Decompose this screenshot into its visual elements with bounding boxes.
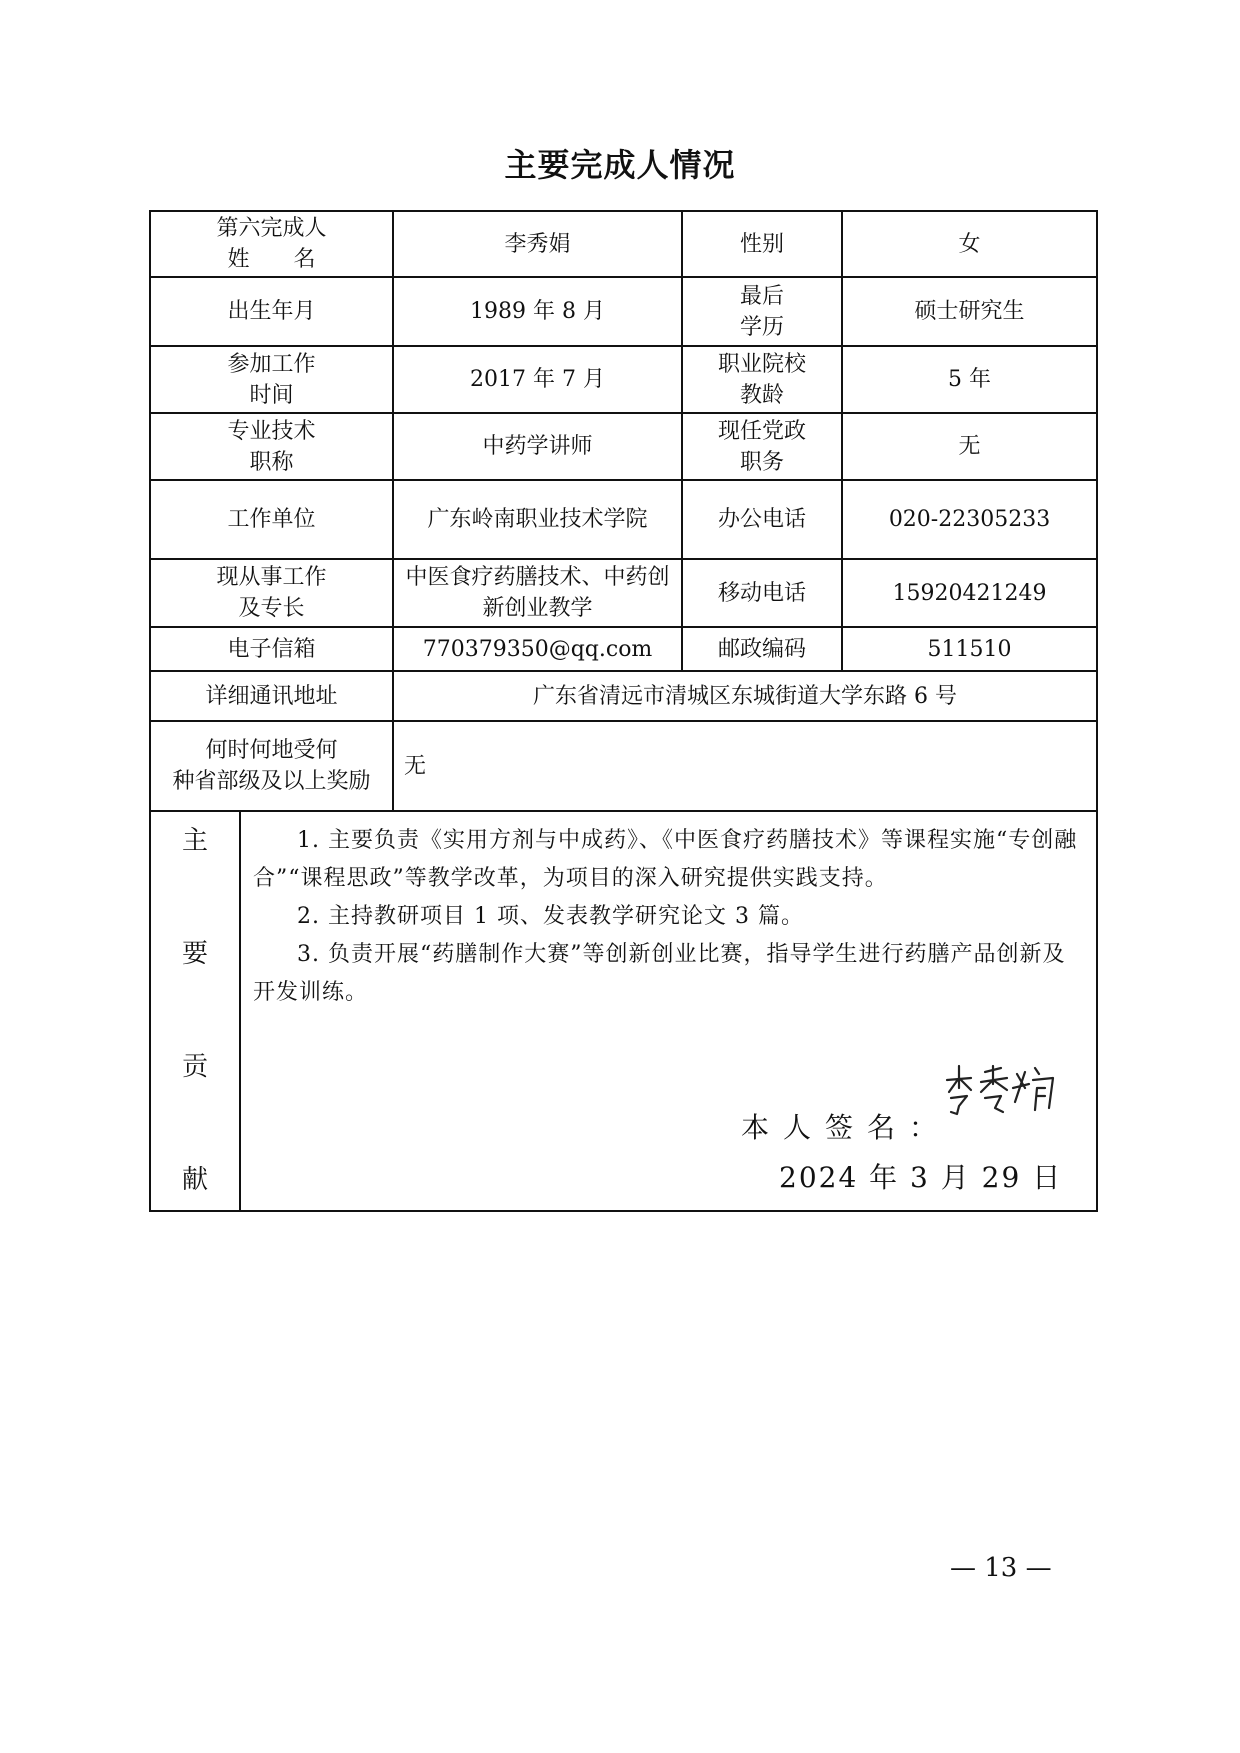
awards-value: 无: [393, 721, 1097, 811]
contribution-label-char: 主: [181, 826, 208, 856]
party-post-label: 现任党政 职务: [718, 418, 807, 475]
party-post-label-cell: [682, 413, 842, 480]
gender-label: 性别: [682, 211, 842, 277]
title-rank-value: 中药学讲师: [393, 413, 682, 480]
education-label: 最后 学历: [740, 283, 785, 340]
education-value: 硕士研究生: [842, 277, 1097, 346]
education-label-cell: [682, 277, 842, 346]
contribution-item: 3. 负责开展“药膳制作大赛”等创新创业比赛，指导学生进行药膳产品创新及开发训练。: [253, 942, 1066, 1005]
specialty-value-cell: [393, 559, 682, 627]
address-label: 详细通讯地址: [150, 671, 393, 721]
party-post-value: 无: [842, 413, 1097, 480]
postcode-label: 邮政编码: [682, 627, 842, 671]
signature-label: 本人签名：: [741, 1111, 952, 1144]
contribution-label-cell: [150, 811, 240, 1211]
contribution-item: 1. 主要负责《实用方剂与中成药》、《中医食疗药膳技术》等课程实施“专创融合”“课程思政”等教学改革，为项目的深入研究提供实践支持。: [253, 828, 1078, 891]
contribution-cell: [240, 811, 1097, 1211]
contribution-label-char: 要: [181, 939, 208, 969]
contribution-item: 2. 主持教研项目 1 项、发表教学研究论文 3 篇。: [297, 904, 804, 929]
teaching-years-label: 职业院校 教龄: [718, 351, 807, 408]
email-value: 770379350@qq.com: [393, 627, 682, 671]
contribution-body: [241, 812, 1096, 1210]
title-rank-label-cell: [150, 413, 393, 480]
page-title: 主要完成人情况: [504, 146, 736, 184]
name-label: 第六完成人 姓 名: [216, 216, 327, 272]
specialty-value: 中医食疗药膳技术、中药创 新创业教学: [405, 565, 670, 621]
personal-info-table: [149, 210, 1098, 1212]
page-number: — 13 —: [950, 1553, 1052, 1583]
teaching-years-label-cell: [682, 346, 842, 413]
title-rank-label: 专业技术 职称: [227, 418, 316, 475]
work-start-value: 2017 年 7 月: [393, 346, 682, 413]
gender-value: 女: [842, 211, 1097, 277]
contribution-label-char: 贡: [181, 1052, 208, 1082]
specialty-label: 现从事工作 及专长: [216, 565, 327, 621]
specialty-label-cell: [150, 559, 393, 627]
contribution-label-char: 献: [181, 1165, 208, 1195]
postcode-value: 511510: [842, 627, 1097, 671]
employer-label: 工作单位: [150, 480, 393, 559]
mobile-value: 15920421249: [842, 559, 1097, 627]
office-phone-value: 020-22305233: [842, 480, 1097, 559]
awards-label-cell: [150, 721, 393, 811]
name-value: 李秀娟: [393, 211, 682, 277]
address-value: 广东省清远市清城区东城街道大学东路 6 号: [393, 671, 1097, 721]
signature-date: 2024 年 3 月 29 日: [779, 1161, 1063, 1194]
mobile-label: 移动电话: [682, 559, 842, 627]
birth-label: 出生年月: [150, 277, 393, 346]
contribution-label: [151, 818, 239, 1204]
work-start-label: 参加工作 时间: [227, 351, 316, 408]
office-phone-label: 办公电话: [682, 480, 842, 559]
work-start-label-cell: [150, 346, 393, 413]
handwritten-signature: [941, 1058, 1061, 1118]
birth-value: 1989 年 8 月: [393, 277, 682, 346]
teaching-years-value: 5 年: [842, 346, 1097, 413]
name-label-cell: [150, 211, 393, 277]
email-label: 电子信箱: [150, 627, 393, 671]
employer-value: 广东岭南职业技术学院: [393, 480, 682, 559]
awards-label: 何时何地受何 种省部级及以上奖励: [172, 738, 371, 794]
